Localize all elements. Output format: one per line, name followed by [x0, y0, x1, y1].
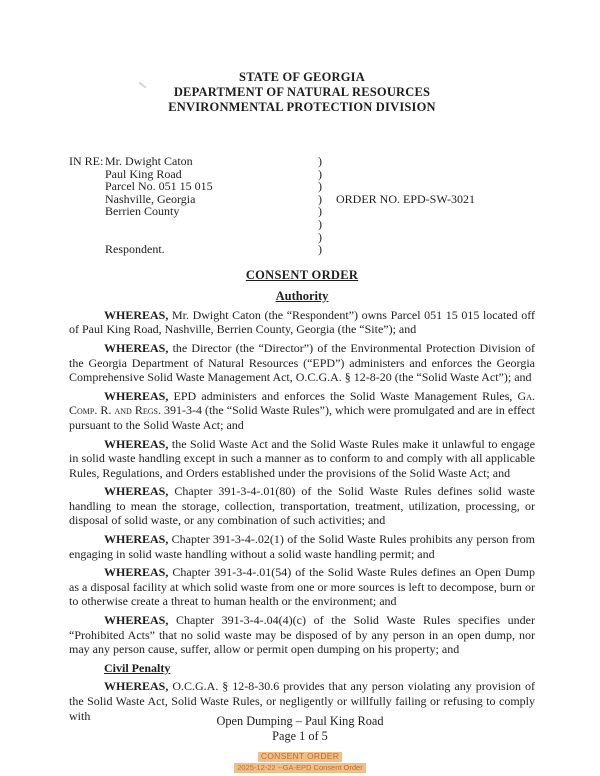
whereas-lead: WHEREAS, [104, 679, 169, 694]
civil-penalty-heading: Civil Penalty [104, 660, 171, 675]
in-re-label: IN RE: [69, 154, 104, 168]
authority-heading: Authority [275, 288, 329, 303]
party-line: Mr. Dwight Caton [105, 154, 193, 168]
caption-row [69, 205, 535, 218]
caption-paren: ) [318, 154, 322, 168]
footer-case-name: Open Dumping – Paul King Road [216, 714, 384, 728]
whereas-lead: WHEREAS, [104, 340, 169, 355]
whereas-paragraph-6: WHEREAS, Chapter 391-3-4-.02(1) of the Solid Waste Rules prohibits any person from engaging in solid waste handling without a solid waste handling permit; and [69, 532, 535, 561]
letterhead-line-state: STATE OF GEORGIA [239, 70, 365, 84]
caption-paren: ) [318, 191, 322, 206]
whereas-lead: WHEREAS, [104, 307, 169, 322]
whereas-lead: WHEREAS, [104, 388, 169, 403]
consent-order-title: CONSENT ORDER [245, 267, 359, 282]
whereas-paragraph-2: WHEREAS, the Director (the “Director”) of the Environmental Protection Division of the Georgia Department of Natural Resources (“EPD”) administers and enforces the Georgia Comprehensive Solid Waste Management Act, O.C.G.A. § 12-8-20 (the “Solid Waste Act”); and [69, 340, 535, 385]
letterhead [69, 70, 535, 115]
caption-row [69, 180, 535, 193]
letterhead-line-department: DEPARTMENT OF NATURAL RESOURCES [173, 85, 431, 99]
respondent-line: Respondent. [105, 242, 165, 257]
whereas-lead: WHEREAS, [104, 532, 169, 547]
caption-paren: ) [318, 229, 322, 244]
footer-page-number: Page 1 of 5 [272, 729, 328, 743]
whereas-paragraph-7: WHEREAS, Chapter 391-3-4-.01(54) of the Solid Waste Rules defines an Open Dump as a disposal facility at which solid waste from one or more sources is left to decompose, burn or to otherwise create a threat to human health or the environment; and [69, 565, 535, 609]
caption-paren: ) [318, 216, 322, 231]
filing-stamp [0, 752, 600, 773]
caption-paren: ) [318, 204, 322, 219]
document-body [69, 308, 535, 723]
letterhead-line-division: ENVIRONMENTAL PROTECTION DIVISION [168, 100, 436, 114]
whereas-paragraph-5: WHEREAS, Chapter 391-3-4-.01(80) of the Solid Waste Rules defines solid waste handling to mean the storage, collection, transportation, treatment, utilization, processing, or disposal of solid waste, or any combination of such activities; and [69, 484, 535, 528]
whereas-paragraph-3: WHEREAS, EPD administers and enforces the Solid Waste Management Rules, Ga. Comp. R. and Regs. 391-3-4 (the “Solid Waste Rules”), which were promulgated and are in effect pursuant to the Solid Waste Act; and [69, 388, 536, 432]
party-line: Parcel No. 051 15 015 [105, 179, 213, 194]
caption-row [69, 218, 535, 231]
party-line [105, 218, 318, 231]
order-number: ORDER NO. EPD-SW-3021 [336, 191, 476, 206]
whereas-paragraph-4: WHEREAS, the Solid Waste Act and the Solid Waste Rules make it unlawful to engage in solid waste handling except in such a manner as to conform to and comply with all applicable Rules, Regulations, and Orders established under the provisions of the Solid Waste Act; and [69, 436, 535, 480]
whereas-lead: WHEREAS, [104, 565, 169, 580]
caption-row [69, 155, 535, 168]
party-line: Paul King Road [105, 166, 182, 181]
whereas-lead: WHEREAS, [104, 436, 169, 451]
rules-citation: Ga. Comp. R. and Regs. [69, 388, 535, 418]
whereas-lead: WHEREAS, [104, 613, 169, 628]
stamp-title: CONSENT ORDER [258, 752, 342, 762]
caption-row [69, 243, 535, 256]
whereas-paragraph-9: WHEREAS, O.C.G.A. § 12-8-30.6 provides that any person violating any provision of the Solid Waste Act, Solid Waste Rules, or negligently or willfully failing or refusing to comply with [69, 679, 535, 723]
party-line: Berrien County [105, 204, 180, 219]
caption-paren: ) [318, 179, 322, 194]
party-line: Nashville, Georgia [105, 191, 196, 206]
whereas-paragraph-1: WHEREAS, Mr. Dwight Caton (the “Respondent”) owns Parcel 051 15 015 located off of Paul King Road, Nashville, Berrien County, Georgia (the “Site”); and [69, 307, 535, 337]
case-caption [69, 155, 535, 256]
caption-paren: ) [318, 166, 322, 181]
caption-paren: ) [318, 242, 322, 257]
page-footer [0, 714, 600, 744]
whereas-paragraph-8: WHEREAS, Chapter 391-3-4-.04(4)(c) of the Solid Waste Rules specifies under “Prohibited Acts” that no solid waste may be disposed of by any person in an open dump, nor may any person cause, suffer, allow or permit open dumping on his property; and [69, 613, 535, 657]
stamp-date-label: 2025-12-22 --GA-EPD Consent Order [234, 763, 365, 773]
whereas-lead: WHEREAS, [104, 484, 169, 499]
